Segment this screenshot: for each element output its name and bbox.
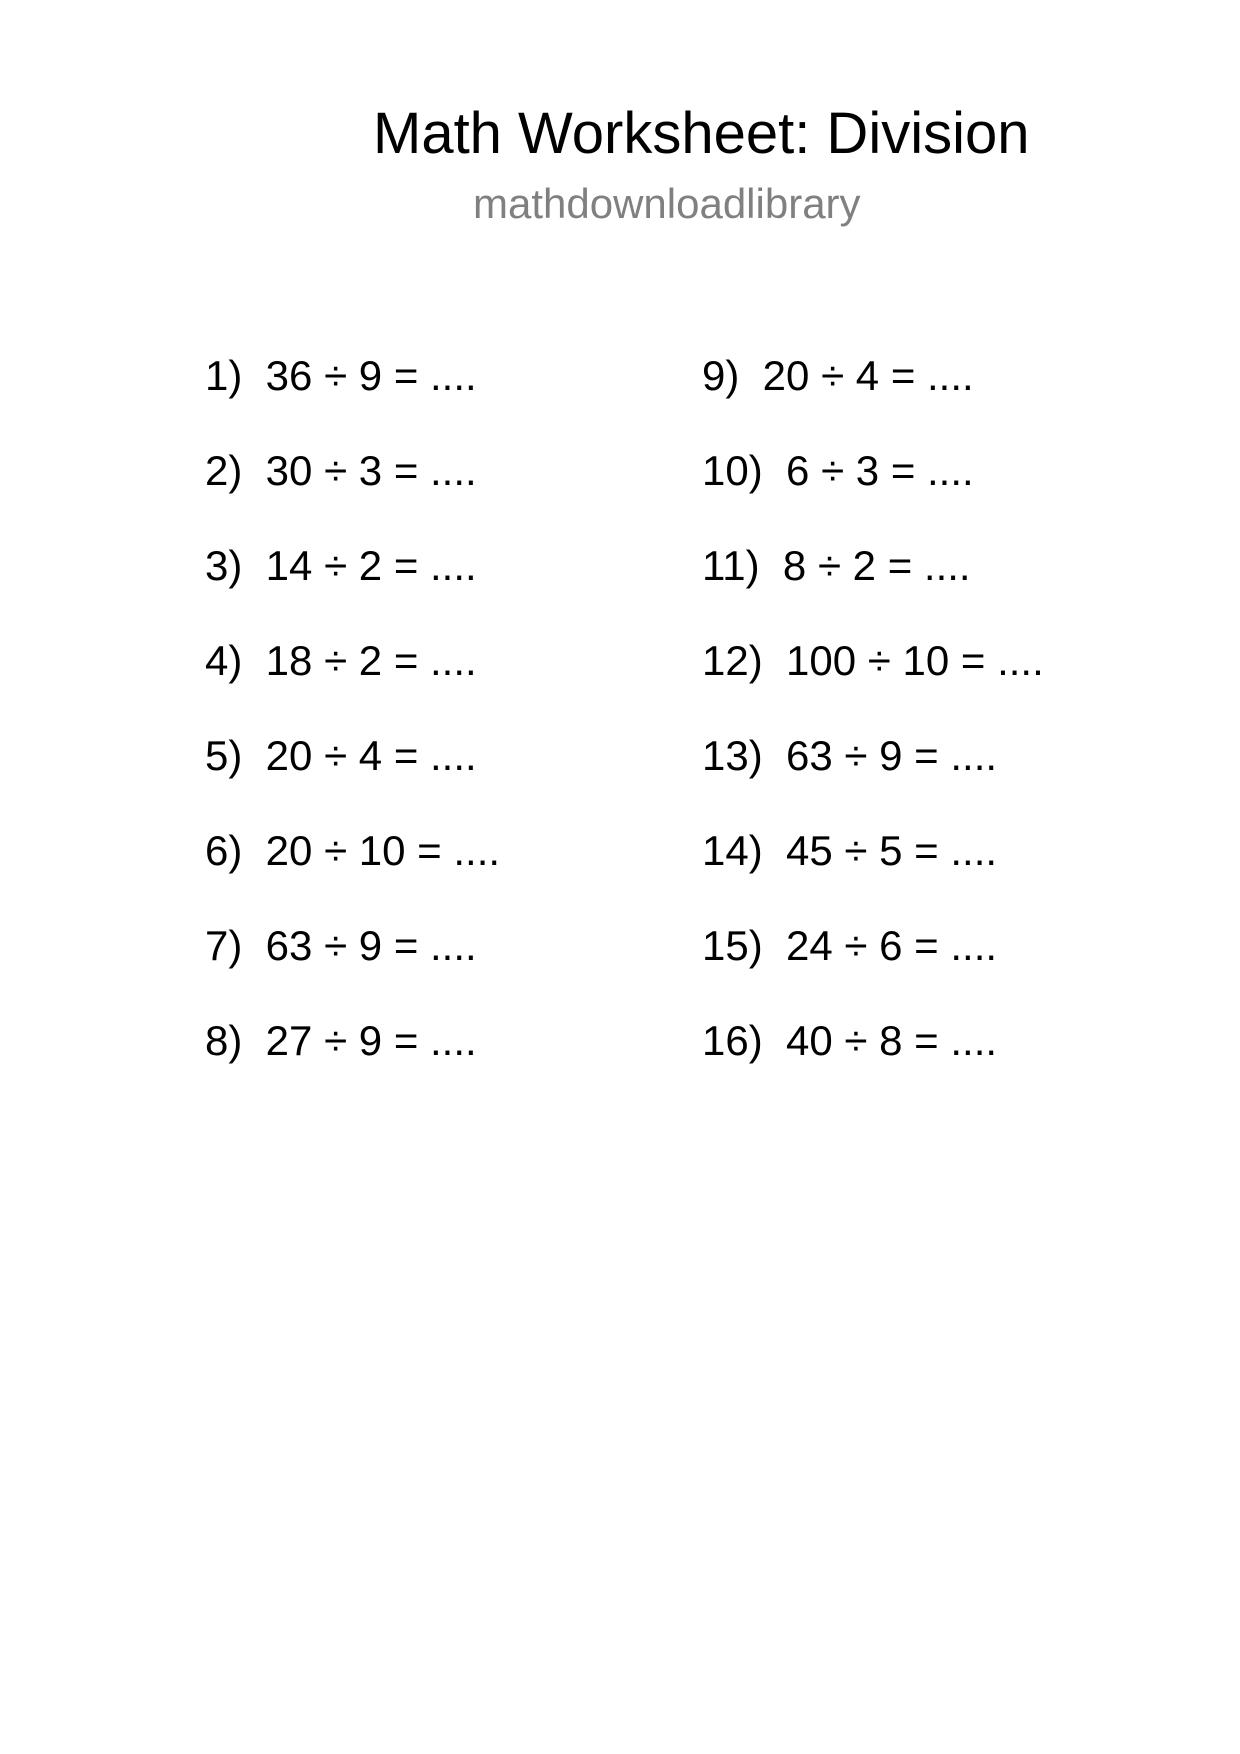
problem-4: 4) 18 ÷ 2 = .... [205,637,477,684]
problem-8: 8) 27 ÷ 9 = .... [205,1017,477,1064]
problem-16: 16) 40 ÷ 8 = .... [702,1017,998,1064]
problem-13: 13) 63 ÷ 9 = .... [702,732,998,779]
problem-11: 11) 8 ÷ 2 = .... [702,542,971,589]
page-subtitle: mathdownloadlibrary [473,180,861,227]
problem-14: 14) 45 ÷ 5 = .... [702,827,998,874]
problem-3: 3) 14 ÷ 2 = .... [205,542,477,589]
problem-2: 2) 30 ÷ 3 = .... [205,447,477,494]
problem-15: 15) 24 ÷ 6 = .... [702,922,998,969]
problem-column-left [205,352,501,1115]
problem-10: 10) 6 ÷ 3 = .... [702,447,974,494]
problem-7: 7) 63 ÷ 9 = .... [205,922,477,969]
problem-column-right [702,352,1044,1115]
problem-5: 5) 20 ÷ 4 = .... [205,732,477,779]
problem-6: 6) 20 ÷ 10 = .... [205,827,501,874]
problem-9: 9) 20 ÷ 4 = .... [702,352,974,399]
page-title: Math Worksheet: Division [373,101,1030,166]
problem-1: 1) 36 ÷ 9 = .... [205,352,477,399]
problem-12: 12) 100 ÷ 10 = .... [702,637,1044,684]
